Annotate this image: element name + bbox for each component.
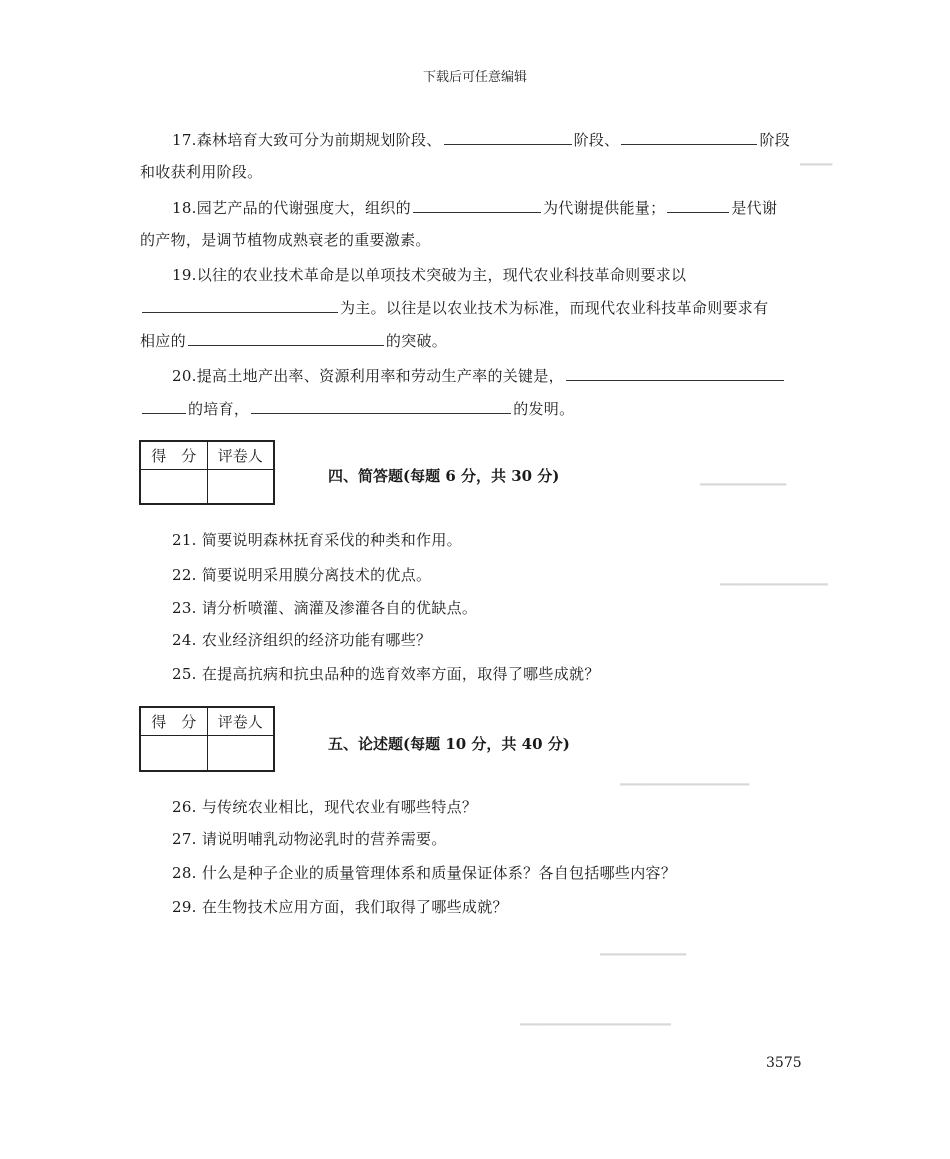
score-cell[interactable] [141, 470, 208, 504]
question-20-line-1 [172, 366, 786, 386]
answer-blank[interactable] [444, 130, 572, 145]
question-18-text-d: 的产物，是调节植物成熟衰老的重要激素。 [140, 231, 431, 249]
page-number: 3575 [766, 1055, 802, 1071]
bleed-through-mark: ▁▁▁▁▁▁▁▁ [600, 940, 687, 956]
question-17-text-d: 和收获利用阶段。 [140, 163, 263, 181]
question-20-line-2 [140, 399, 574, 419]
question-29: 29. 在生物技术应用方面，我们取得了哪些成就？ [172, 898, 508, 916]
score-box-section-4 [139, 440, 275, 505]
question-17-text-a: 17.森林培育大致可分为前期规划阶段、 [172, 131, 442, 149]
question-28: 28. 什么是种子企业的质量管理体系和质量保证体系？各自包括哪些内容？ [172, 864, 677, 882]
grader-label: 评卷人 [207, 708, 274, 736]
bleed-through-mark: ▁▁▁▁▁▁▁▁▁▁▁▁ [620, 770, 750, 786]
question-23: 23. 请分析喷灌、滴灌及渗灌各自的优缺点。 [172, 599, 478, 617]
score-cell[interactable] [141, 736, 208, 771]
grader-cell[interactable] [207, 470, 274, 504]
question-20-text-b: 的培育， [188, 400, 250, 418]
score-label: 得 分 [141, 708, 208, 736]
question-19-line-3 [140, 331, 447, 351]
question-18-text-a: 18.园艺产品的代谢强度大，组织的 [172, 199, 411, 217]
question-19-line-2 [140, 298, 768, 318]
section-5-title: 五、论述题(每题 10 分，共 40 分) [328, 735, 570, 753]
bleed-through-mark: ▁▁▁▁▁▁▁▁ [700, 470, 787, 486]
answer-blank[interactable] [188, 331, 384, 346]
question-19-text-c: 相应的 [140, 332, 186, 350]
question-20-text-a: 20.提高土地产出率、资源利用率和劳动生产率的关键是， [172, 367, 564, 385]
question-18-text-b: 为代谢提供能量； [542, 199, 666, 217]
question-19-text-d: 的突破。 [385, 332, 448, 350]
section-4-title: 四、简答题(每题 6 分，共 30 分) [328, 467, 560, 485]
question-26: 26. 与传统农业相比，现代农业有哪些特点？ [172, 798, 478, 816]
grader-label: 评卷人 [207, 442, 274, 470]
score-box-section-5 [139, 706, 275, 772]
question-18-line-1 [172, 198, 777, 218]
question-27: 27. 请说明哺乳动物泌乳时的营养需要。 [172, 830, 447, 848]
question-17-line-1 [172, 130, 790, 150]
question-22: 22. 简要说明采用膜分离技术的优点。 [172, 566, 432, 584]
question-19-text-b: 为主。以往是以农业技术为标准，而现代农业科技革命则要求有 [340, 299, 769, 317]
answer-blank[interactable] [142, 399, 186, 414]
score-label: 得 分 [141, 442, 208, 470]
question-21: 21. 简要说明森林抚育采伐的种类和作用。 [172, 531, 462, 549]
answer-blank[interactable] [621, 130, 757, 145]
question-17-text-b: 阶段、 [573, 131, 620, 149]
answer-blank[interactable] [667, 198, 729, 213]
bleed-through-mark: ▁▁▁▁▁▁▁▁▁▁▁▁▁▁ [520, 1010, 671, 1026]
question-20-text-c: 的发明。 [513, 400, 575, 418]
question-25: 25. 在提高抗病和抗虫品种的选育效率方面，取得了哪些成就？ [172, 665, 600, 683]
answer-blank[interactable] [566, 366, 784, 381]
question-17-text-c: 阶段 [759, 131, 791, 149]
question-19-text-a: 19.以往的农业技术革命是以单项技术突破为主，现代农业科技革命则要求以 [172, 266, 687, 284]
bleed-through-mark: ▁▁▁▁▁▁▁▁▁▁ [720, 570, 828, 586]
answer-blank[interactable] [251, 399, 511, 414]
page-header: 下载后可任意编辑 [422, 70, 527, 85]
answer-blank[interactable] [413, 198, 541, 213]
bleed-through-mark: ▁▁▁ [800, 150, 833, 166]
question-18-text-c: 是代谢 [731, 199, 778, 217]
question-24: 24. 农业经济组织的经济功能有哪些？ [172, 631, 432, 649]
answer-blank[interactable] [142, 298, 338, 313]
grader-cell[interactable] [207, 736, 274, 771]
